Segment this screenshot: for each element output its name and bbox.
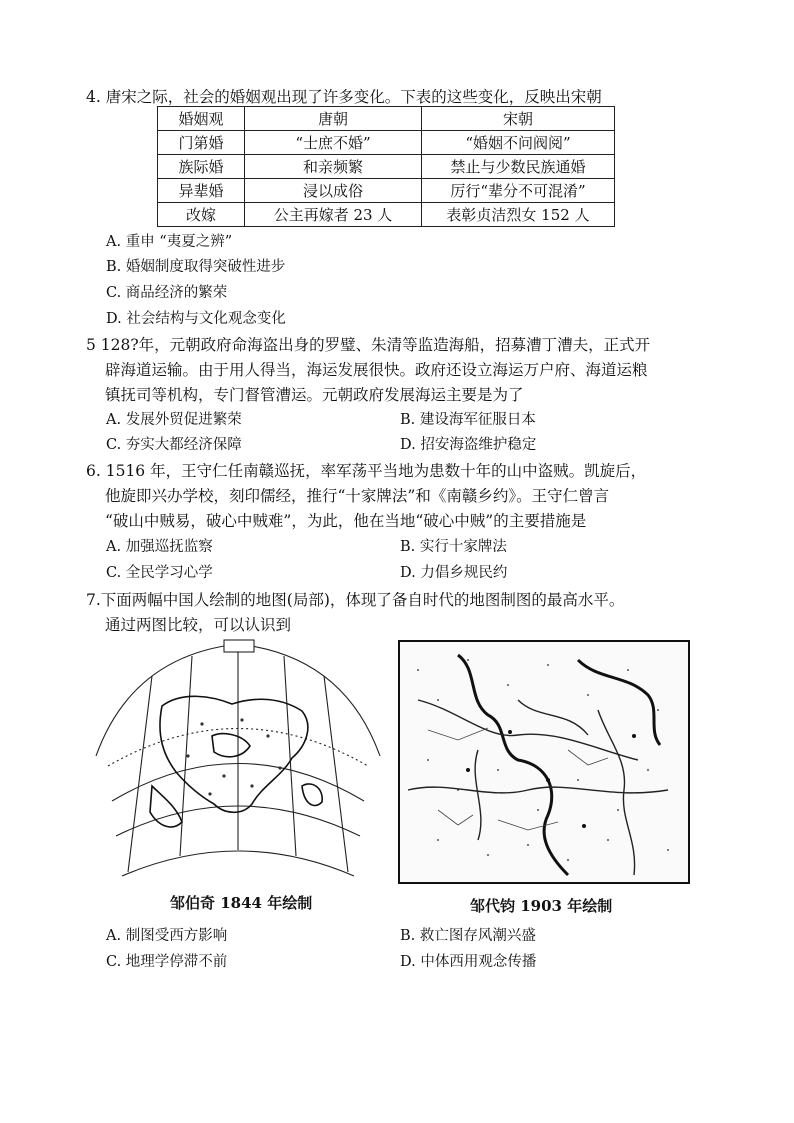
- table-cell: “婚姻不问阀阅”: [422, 131, 615, 155]
- q6-option-a[interactable]: A. 加强巡抚监察: [106, 539, 213, 555]
- q4-stem: 4. 唐宋之际，社会的婚姻观出现了许多变化。下表的这些变化，反映出宋朝: [86, 88, 602, 106]
- table-cell: 公主再嫁者 23 人: [245, 203, 422, 227]
- q5-option-b[interactable]: B. 建设海军征服日本: [400, 412, 536, 428]
- table-cell: 和亲频繁: [245, 155, 422, 179]
- map-1844-caption: 邹伯奇 1844 年绘制: [170, 894, 313, 912]
- q7-option-b[interactable]: B. 救亡图存风潮兴盛: [400, 928, 536, 944]
- table-header-cell: 婚姻观: [158, 107, 245, 131]
- table-cell: “士庶不婚”: [245, 131, 422, 155]
- table-row: [158, 131, 615, 155]
- table-cell: 禁止与少数民族通婚: [422, 155, 615, 179]
- q5-option-a[interactable]: A. 发展外贸促进繁荣: [106, 412, 242, 428]
- q5-stem-line-3: 镇抚司等机构，专门督管漕运。元朝政府发展海运主要是为了: [105, 386, 524, 404]
- table-header-cell: 宋朝: [422, 107, 615, 131]
- q7-stem-line-2: 通过两图比较，可以认识到: [105, 616, 292, 634]
- q5-option-d[interactable]: D. 招安海盗维护稳定: [400, 437, 537, 453]
- table-cell: 表彰贞洁烈女 152 人: [422, 203, 615, 227]
- map-1903: [398, 640, 690, 884]
- table-cell: 异辈婚: [158, 179, 245, 203]
- table-header-cell: 唐朝: [245, 107, 422, 131]
- table-cell: 改嫁: [158, 203, 245, 227]
- q7-stem-line-1: 7.下面两幅中国人绘制的地图(局部)，体现了备自时代的地图制图的最高水平。: [86, 591, 625, 609]
- q6-stem-line-1: 6. 1516 年，王守仁任南赣巡抚，率军荡平当地为患数十年的山中盗贼。凯旋后，: [86, 462, 647, 480]
- table-header-row: [158, 107, 615, 131]
- table-cell: 厉行“辈分不可混淆”: [422, 179, 615, 203]
- q4-option-b[interactable]: B. 婚姻制度取得突破性进步: [106, 259, 286, 275]
- table-row: [158, 203, 615, 227]
- q4-option-a[interactable]: A. 重申 “夷夏之辨”: [106, 234, 233, 250]
- q6-option-d[interactable]: D. 力倡乡规民约: [400, 565, 508, 581]
- q7-option-d[interactable]: D. 中体西用观念传播: [400, 954, 537, 970]
- marriage-table: [157, 106, 615, 227]
- q6-stem-line-3: “破山中贼易，破心中贼难”，为此，他在当地“破心中贼”的主要措施是: [105, 512, 587, 530]
- q5-stem-line-2: 辟海道运输。由于用人得当，海运发展很快。政府还设立海运万户府、海道运粮: [105, 361, 648, 379]
- q4-option-d[interactable]: D. 社会结构与文化观念变化: [106, 311, 286, 327]
- table-row: [158, 179, 615, 203]
- q7-option-a[interactable]: A. 制图受西方影响: [106, 928, 228, 944]
- q6-option-c[interactable]: C. 全民学习心学: [106, 565, 213, 581]
- map-1903-caption: 邹代钧 1903 年绘制: [470, 897, 613, 915]
- table-cell: 族际婚: [158, 155, 245, 179]
- map-1844: [92, 636, 384, 882]
- q6-stem-line-2: 他旋即兴办学校，刻印儒经，推行“十家牌法”和《南赣乡约》。王守仁曾言: [105, 487, 610, 505]
- q6-option-b[interactable]: B. 实行十家牌法: [400, 539, 507, 555]
- table-cell: 门第婚: [158, 131, 245, 155]
- q4-option-c[interactable]: C. 商品经济的繁荣: [106, 285, 228, 301]
- table-row: [158, 155, 615, 179]
- q5-stem-line-1: 5 128?年，元朝政府命海盗出身的罗璧、朱清等监造海船，招募漕丁漕夫，正式开: [86, 336, 651, 354]
- q7-option-c[interactable]: C. 地理学停滞不前: [106, 954, 228, 970]
- table-cell: 浸以成俗: [245, 179, 422, 203]
- q5-option-c[interactable]: C. 夯实大都经济保障: [106, 437, 242, 453]
